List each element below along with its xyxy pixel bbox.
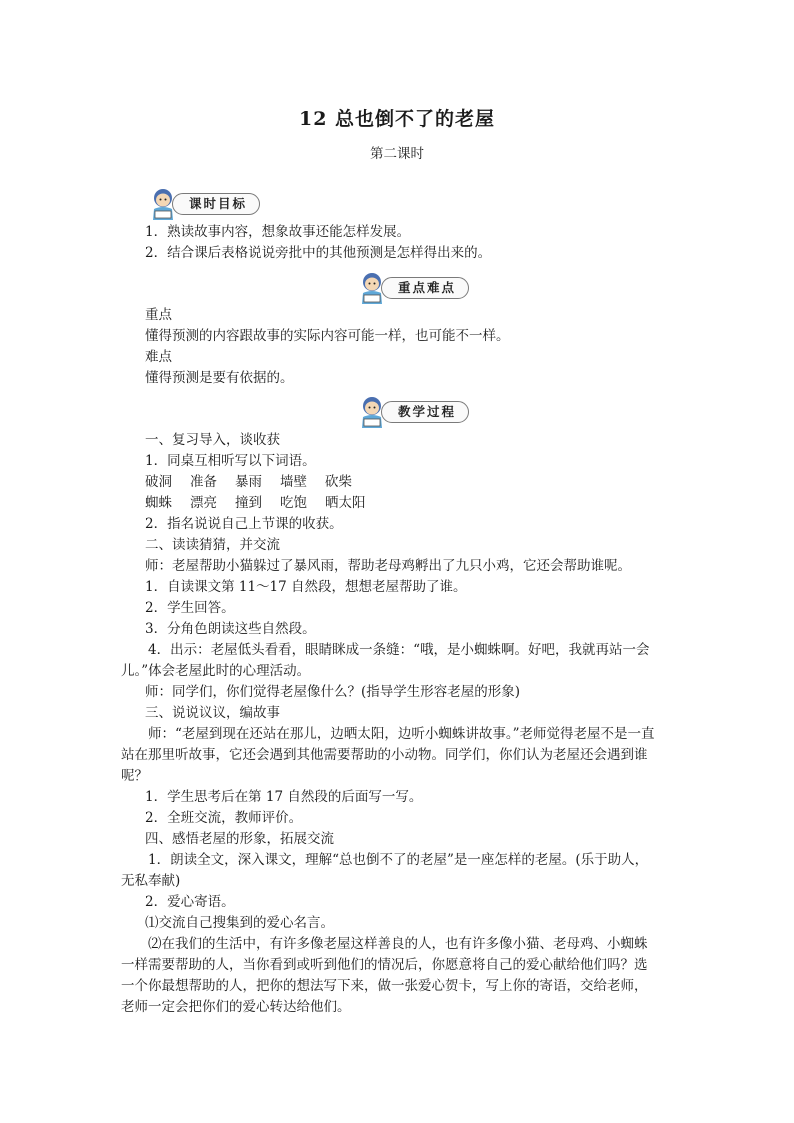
process-paragraph xyxy=(121,850,659,892)
word: 撞到 xyxy=(235,495,262,511)
section-badge-keypoints xyxy=(357,274,469,302)
process-step: 1．同桌互相听写以下词语。 xyxy=(145,453,316,469)
process-paragraph xyxy=(121,934,659,1018)
word: 准备 xyxy=(190,474,217,490)
process-heading: 四、感悟老屋的形象，拓展交流 xyxy=(145,831,334,847)
process-block-4 xyxy=(145,892,655,934)
process-step: 3．分角色朗读这些自然段。 xyxy=(145,621,316,637)
word: 墙壁 xyxy=(280,474,307,490)
word: 砍柴 xyxy=(325,474,352,490)
process-step: 2．全班交流，教师评价。 xyxy=(145,810,303,826)
process-heading: 一、复习导入，谈收获 xyxy=(145,432,280,448)
key-text: 懂得预测的内容跟故事的实际内容可能一样，也可能不一样。 xyxy=(145,328,510,344)
teacher-line: 师：“老屋到现在还站在那儿，边晒太阳，边听小蜘蛛讲故事。”老师觉得老屋不是一直站在那里听故事，它还会遇到其他需要帮助的小动物。同学们，你们认为老屋还会遇到谁呢？ xyxy=(121,726,655,784)
student-reading-icon xyxy=(148,187,178,221)
process-step: 1．自读课文第 11～17 自然段，想想老屋帮助了谁。 xyxy=(145,579,467,595)
section-title-goals: 课时目标 xyxy=(172,193,260,215)
section-badge-goals xyxy=(148,190,260,218)
process-block-3 xyxy=(145,787,655,850)
process-heading: 二、读读猜猜，并交流 xyxy=(145,537,280,553)
word-list-row xyxy=(145,472,655,493)
difficulty-label: 难点 xyxy=(145,349,172,365)
word: 破洞 xyxy=(145,474,172,490)
teacher-line: 师：同学们，你们觉得老屋像什么？(指导学生形容老屋的形象) xyxy=(145,684,521,700)
word: 漂亮 xyxy=(190,495,217,511)
student-reading-icon xyxy=(357,395,387,429)
page-title: 12 总也倒不了的老屋 xyxy=(298,108,496,130)
keypoints-block xyxy=(145,305,655,389)
process-heading: 三、说说议议，编故事 xyxy=(145,705,280,721)
section-title-process: 教学过程 xyxy=(381,401,469,423)
process-block-2 xyxy=(145,682,655,724)
goals-list xyxy=(145,222,655,264)
process-step: 2．学生回答。 xyxy=(145,600,235,616)
teacher-line: 师：老屋帮助小猫躲过了暴风雨，帮助老母鸡孵出了九只小鸡，它还会帮助谁呢。 xyxy=(145,558,631,574)
process-step: ⑴交流自己搜集到的爱心名言。 xyxy=(145,915,334,931)
process-step: 4．出示：老屋低头看看，眼睛眯成一条缝：“哦，是小蜘蛛啊。好吧，我就再站一会儿。”体会老屋此时的心理活动。 xyxy=(121,642,650,679)
process-paragraph xyxy=(121,640,659,682)
section-badge-process xyxy=(357,398,469,426)
word-list-row xyxy=(145,493,655,514)
student-reading-icon xyxy=(357,271,387,305)
process-step: 1．学生思考后在第 17 自然段的后面写一写。 xyxy=(145,789,423,805)
process-step: 1．朗读全文，深入课文，理解“总也倒不了的老屋”是一座怎样的老屋。(乐于助人，无私奉献) xyxy=(121,852,649,889)
process-step: 2．爱心寄语。 xyxy=(145,894,235,910)
process-step: ⑵在我们的生活中，有许多像老屋这样善良的人，也有许多像小猫、老母鸡、小蜘蛛一样需要帮助的人，当你看到或听到他们的情况后，你愿意将自己的爱心献给他们吗？选一个你最想帮助的人，把你的想法写下来，做一张爱心贺卡，写上你的寄语，交给老师，老师一定会把你们的爱心转达给他们。 xyxy=(121,936,648,1015)
process-step: 2．指名说说自己上节课的收获。 xyxy=(145,516,343,532)
page-subtitle: 第二课时 xyxy=(370,146,424,162)
word: 吃饱 xyxy=(280,495,307,511)
process-paragraph xyxy=(121,724,659,787)
goal-item: 1．熟读故事内容，想象故事还能怎样发展。 xyxy=(145,224,411,240)
word: 暴雨 xyxy=(235,474,262,490)
difficulty-text: 懂得预测是要有依据的。 xyxy=(145,370,294,386)
process-block xyxy=(145,430,655,640)
word: 蜘蛛 xyxy=(145,495,172,511)
word: 晒太阳 xyxy=(325,495,366,511)
key-label: 重点 xyxy=(145,307,172,323)
section-title-keypoints: 重点难点 xyxy=(381,277,469,299)
goal-item: 2．结合课后表格说说旁批中的其他预测是怎样得出来的。 xyxy=(145,245,492,261)
